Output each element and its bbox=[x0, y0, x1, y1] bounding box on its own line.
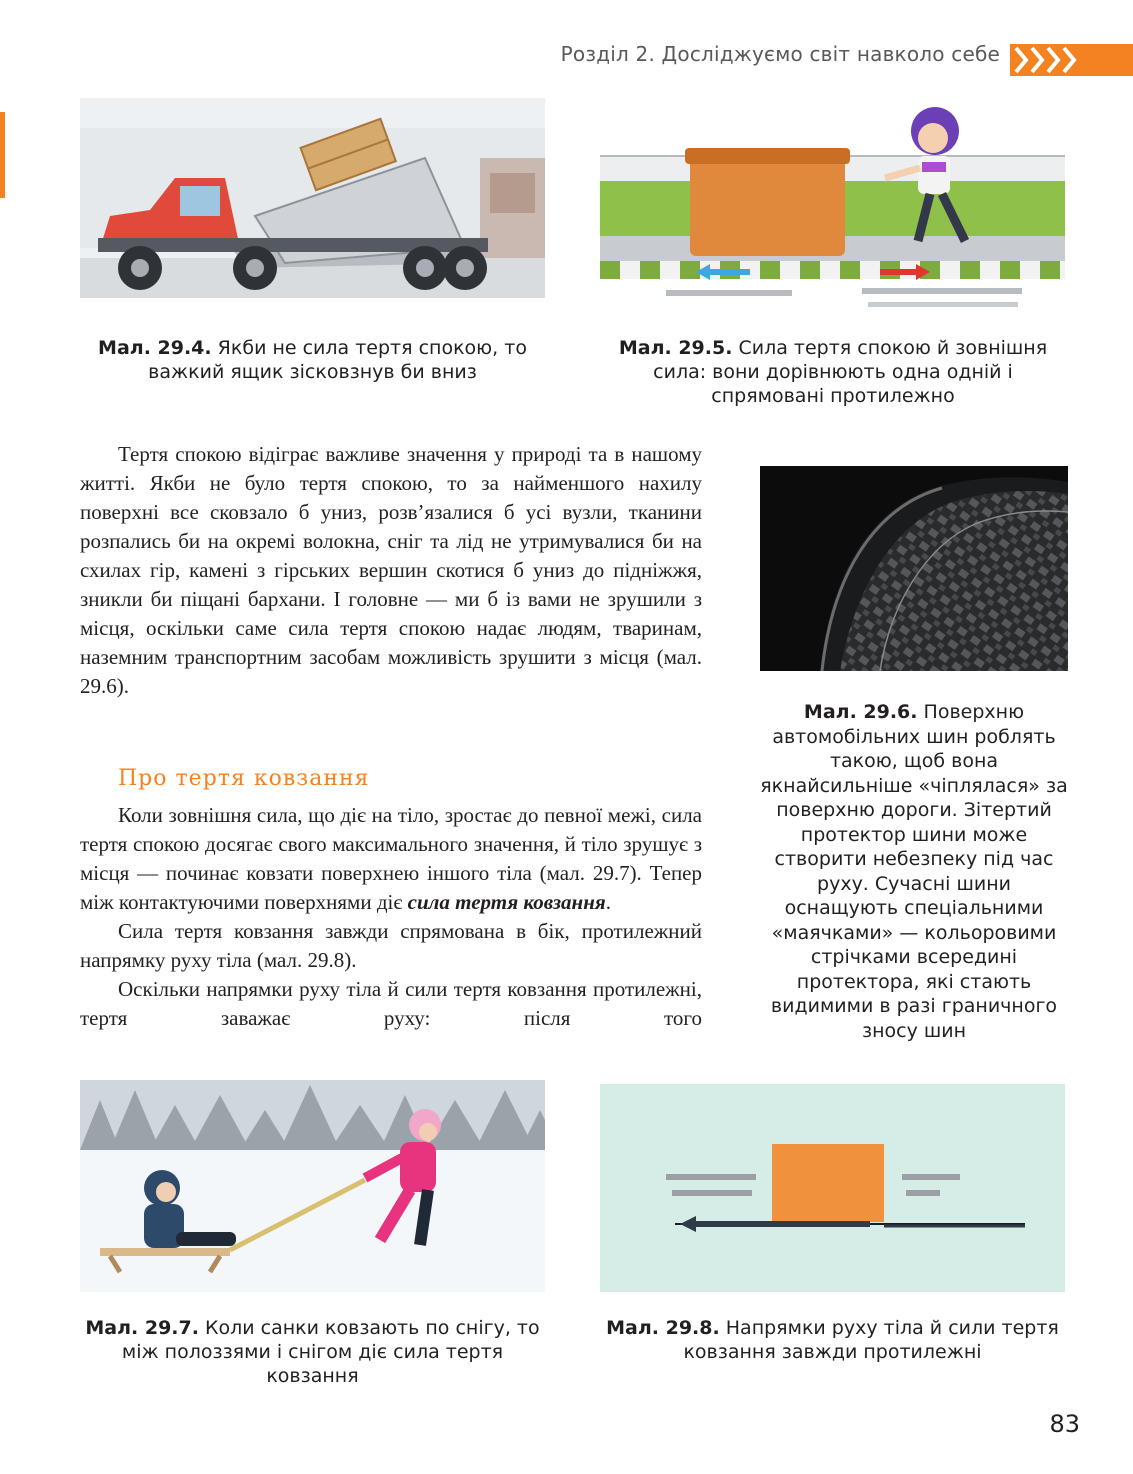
margin-tab bbox=[0, 112, 5, 198]
figure-caption-29-7 bbox=[80, 1316, 545, 1388]
figure-label: Мал. 29.7. bbox=[85, 1317, 199, 1339]
figure-caption-29-5 bbox=[598, 336, 1068, 408]
figure-caption-29-8 bbox=[600, 1316, 1065, 1364]
page-number: 83 bbox=[1049, 1410, 1080, 1438]
section-heading: Про тертя ковзання bbox=[118, 766, 370, 791]
paragraph-text-start: Коли зовнішня сила, що діє на тіло, зростає до певної межі, сила тертя спокою досягає свого максимального значення, й тіло зрушує з місця — починає ковзати поверхнею іншого тіла (мал. 29.7). Тепер між контактуючими поверхнями діє bbox=[80, 803, 702, 914]
caption-text: Напрямки руху тіла й сили тертя ковзання завжди протилежні bbox=[683, 1317, 1059, 1363]
paragraph-text bbox=[80, 801, 702, 917]
chapter-title: Розділ 2. Досліджуємо світ навколо себе bbox=[560, 42, 1000, 66]
paragraph-text: Тертя спокою відіграє важливе значення у природі та в нашому житті. Якби не було тертя спокою, то за найменшого нахилу поверхні все сковзало б униз, розв’язалися б усі вузли, тканини розпались би на окремі волокна, сніг та лід не утримувалися би на схилах гір, камені з гірських вершин скотися б униз до підніжжя, зникли би піщані бархани. І головне — ми б із вами не зрушили з місця, оскільки саме сила тертя спокою надає людям, тваринам, наземним транспортним засобам можливість зрушити з місця (мал. 29.6). bbox=[80, 442, 702, 698]
paragraph-static-friction bbox=[80, 440, 702, 701]
figure-label: Мал. 29.4. bbox=[98, 337, 212, 359]
figure-dump-truck bbox=[80, 98, 545, 298]
paragraph-sliding-friction bbox=[80, 801, 702, 1033]
figure-label: Мал. 29.6. bbox=[803, 701, 918, 723]
figure-box-force-arrows bbox=[600, 1084, 1065, 1292]
figure-sled-children bbox=[80, 1080, 545, 1292]
caption-text: Поверхню автомобільних шин роблять такою, щоб вона якнайсильніше «чіплялася» за поверхню дороги. Зітертий протектор шини може створити небезпеку під час руху. Сучасні шини оснащують спеціальними «маячками» — кольоровими стрічками всередині протектора, які стають видимими в разі граничного зносу шин bbox=[760, 701, 1068, 1042]
figure-caption-29-6 bbox=[760, 700, 1068, 1043]
paragraph-text-end: . bbox=[605, 890, 611, 914]
caption-text: Якби не сила тертя спокою, то важкий ящик зісковзнув би вниз bbox=[148, 337, 527, 383]
caption-text: Сила тертя спокою й зовнішня сила: вони дорівнюють одна одній і спрямовані протилежно bbox=[653, 337, 1048, 407]
figure-tire bbox=[760, 466, 1068, 671]
term-sliding-friction: сила тертя ковзання bbox=[407, 890, 606, 914]
figure-label: Мал. 29.5. bbox=[618, 337, 733, 359]
figure-label: Мал. 29.8. bbox=[606, 1317, 720, 1339]
chevron-arrows-icon bbox=[1010, 44, 1133, 76]
caption-text: Коли санки ковзають по снігу, то між полоззями і снігом діє сила тертя ковзання bbox=[121, 1317, 540, 1387]
figure-boy-pushing-box bbox=[600, 96, 1065, 324]
paragraph-text: Сила тертя ковзання завжди спрямована в бік, протилежний напрямку руху тіла (мал. 29.8). bbox=[80, 919, 702, 972]
paragraph-text: Оскільки напрямки руху тіла й сили тертя ковзання протилежні, тертя заважає руху: після того bbox=[80, 977, 702, 1030]
figure-caption-29-4 bbox=[80, 336, 545, 384]
